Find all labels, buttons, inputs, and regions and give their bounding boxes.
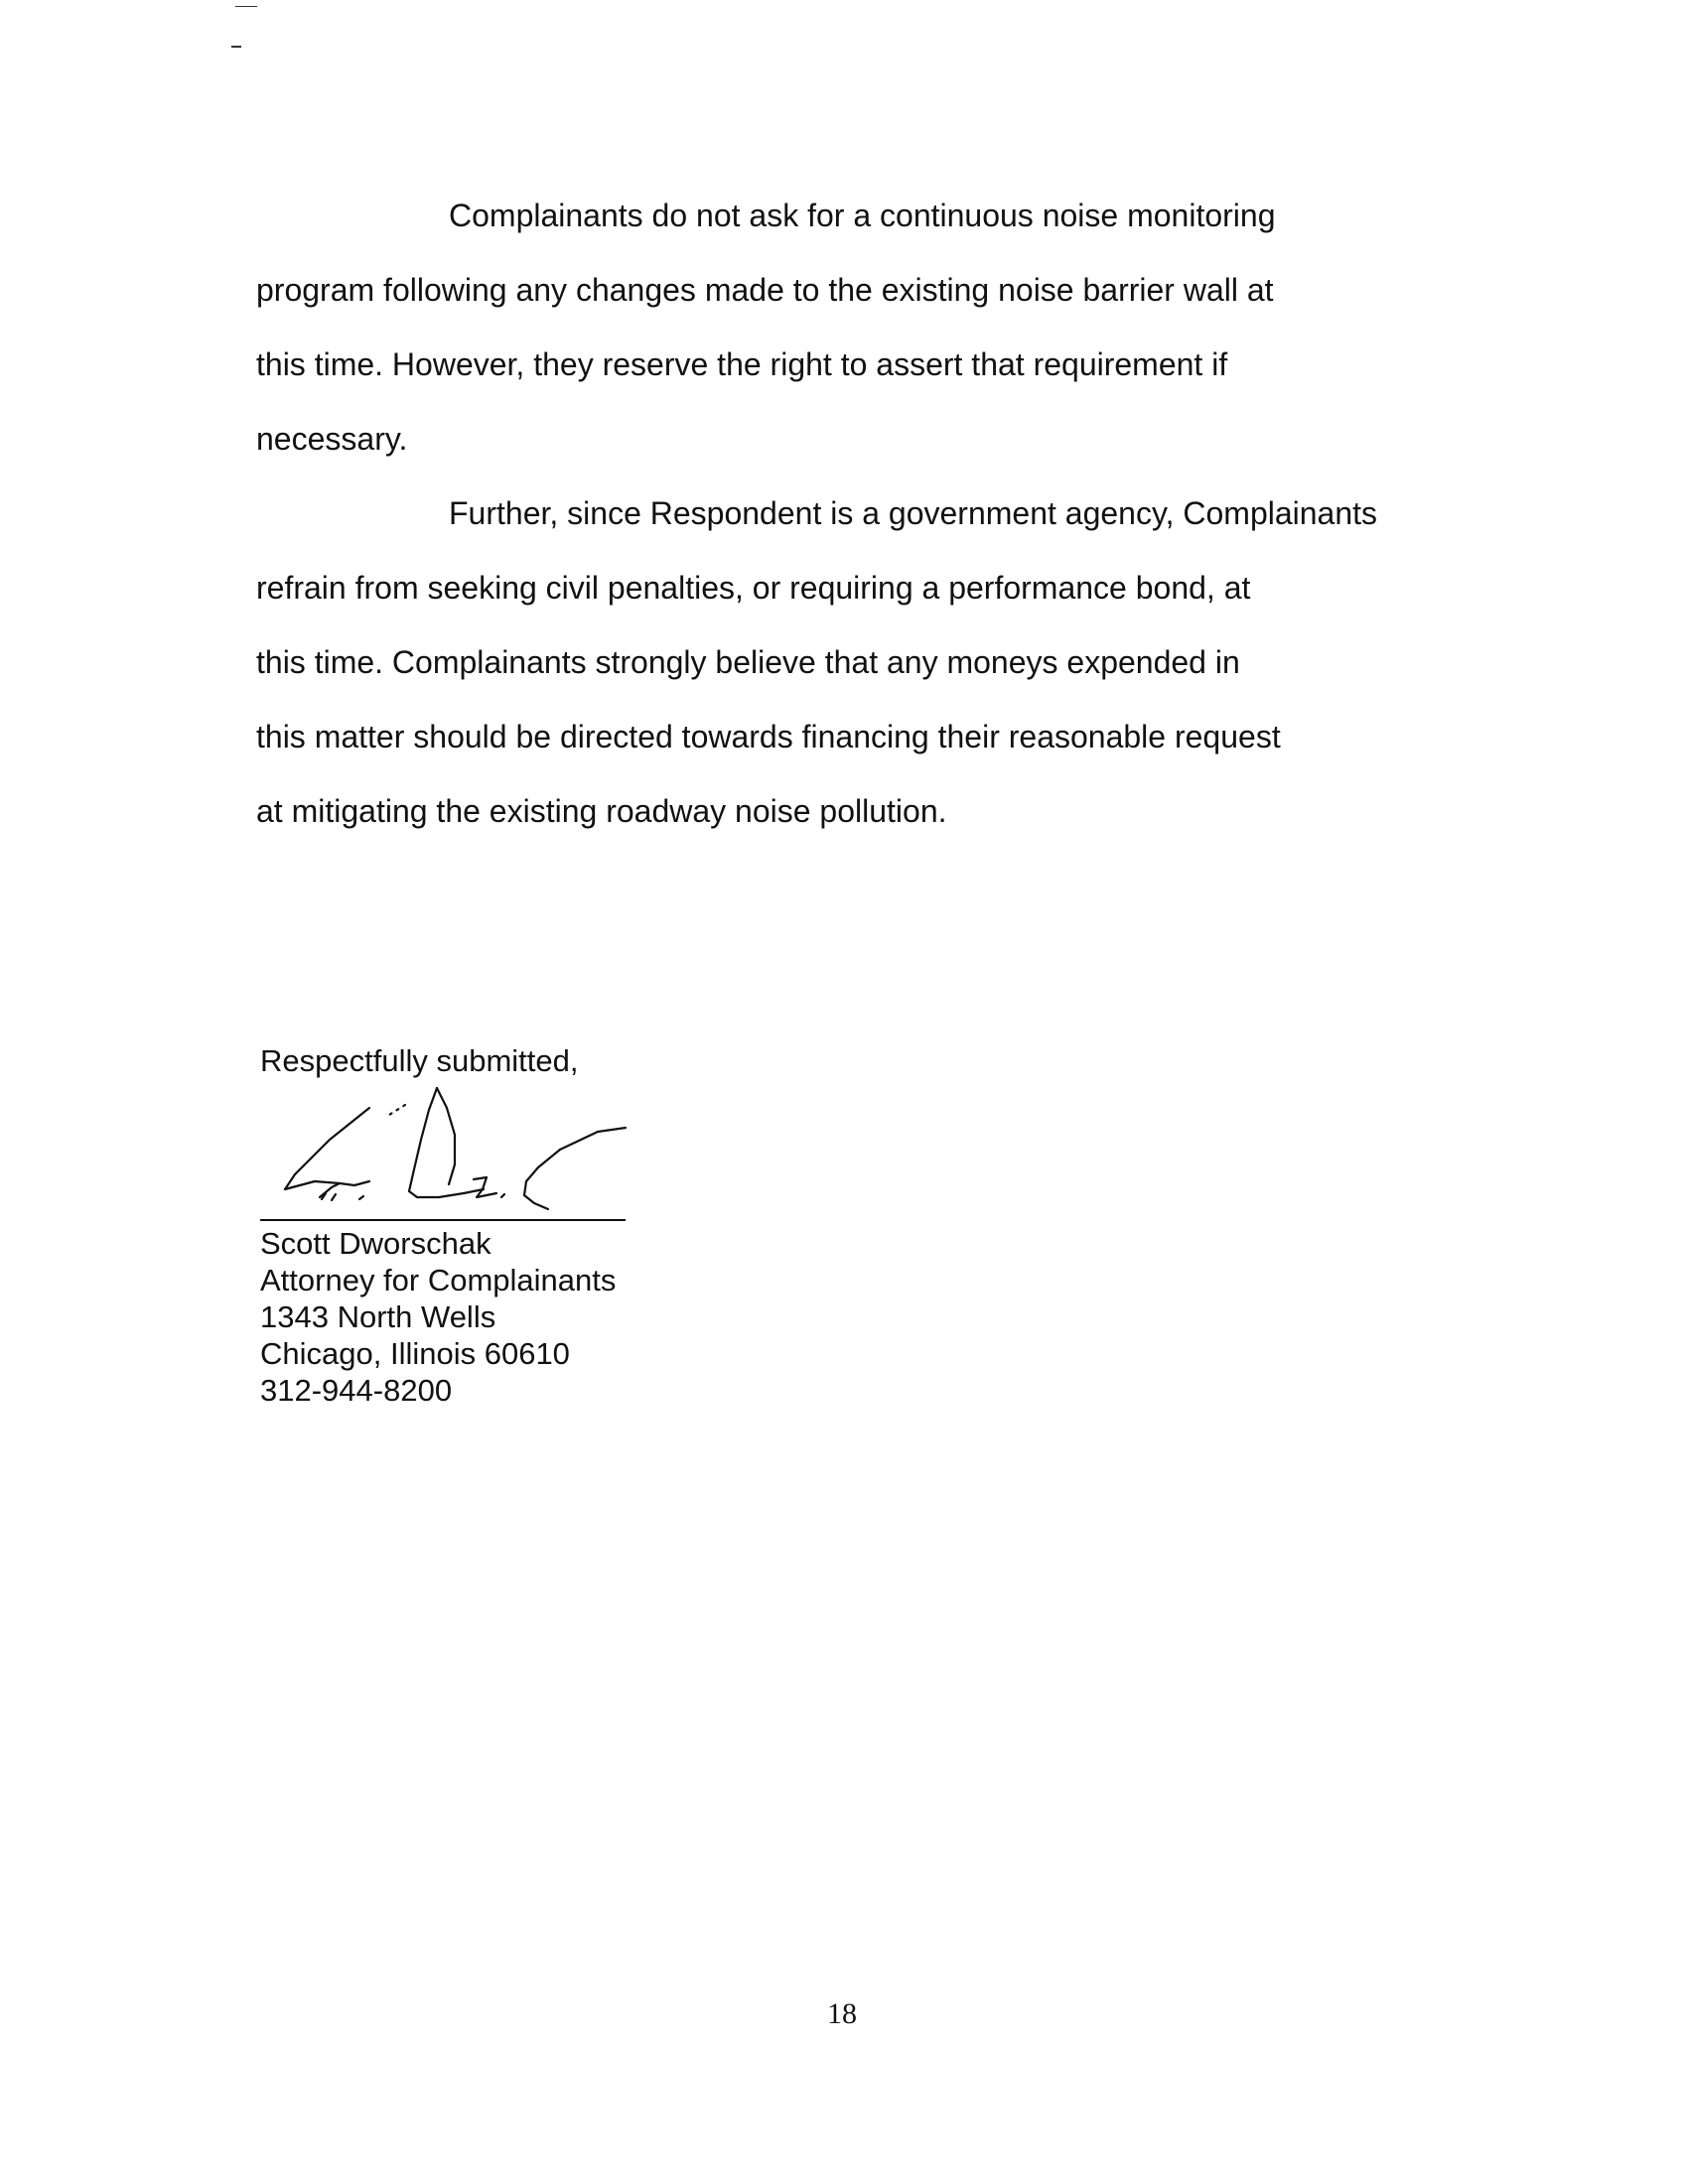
address-city: Chicago, Illinois 60610 xyxy=(260,1336,570,1371)
phone-number: 312-944-8200 xyxy=(260,1373,453,1408)
scan-artifact-dash xyxy=(231,46,241,48)
body-text xyxy=(256,179,1378,849)
scan-artifact-top xyxy=(235,6,257,7)
attorney-info xyxy=(260,1225,955,1409)
paragraph-line: this time. However, they reserve the right to assert that requirement if xyxy=(256,346,1228,382)
signature-area xyxy=(260,1080,717,1221)
paragraph-line: this time. Complainants strongly believe that any moneys expended in xyxy=(256,644,1240,680)
paragraph-line: Complainants do not ask for a continuous noise monitoring xyxy=(449,198,1276,233)
paragraph-line: this matter should be directed towards financing their reasonable request xyxy=(256,719,1281,754)
page-number: 18 xyxy=(827,1997,857,2030)
paragraph-noise-monitoring xyxy=(256,179,1348,477)
attorney-name: Scott Dworschak xyxy=(260,1226,491,1261)
paragraph-civil-penalties xyxy=(256,477,1378,849)
signature-line xyxy=(260,1219,626,1221)
paragraph-line: necessary. xyxy=(256,421,408,457)
paragraph-line: refrain from seeking civil penalties, or requiring a performance bond, at xyxy=(256,570,1251,606)
signature-block xyxy=(260,1042,955,1409)
paragraph-line: program following any changes made to the existing noise barrier wall at xyxy=(256,272,1274,308)
paragraph-line: Further, since Respondent is a government agency, Complainants xyxy=(449,495,1378,531)
closing-text: Respectfully submitted, xyxy=(260,1043,579,1078)
address-street: 1343 North Wells xyxy=(260,1299,496,1334)
paragraph-line: at mitigating the existing roadway noise pollution. xyxy=(256,793,947,829)
attorney-title: Attorney for Complainants xyxy=(260,1263,617,1297)
handwritten-signature xyxy=(260,1080,717,1221)
